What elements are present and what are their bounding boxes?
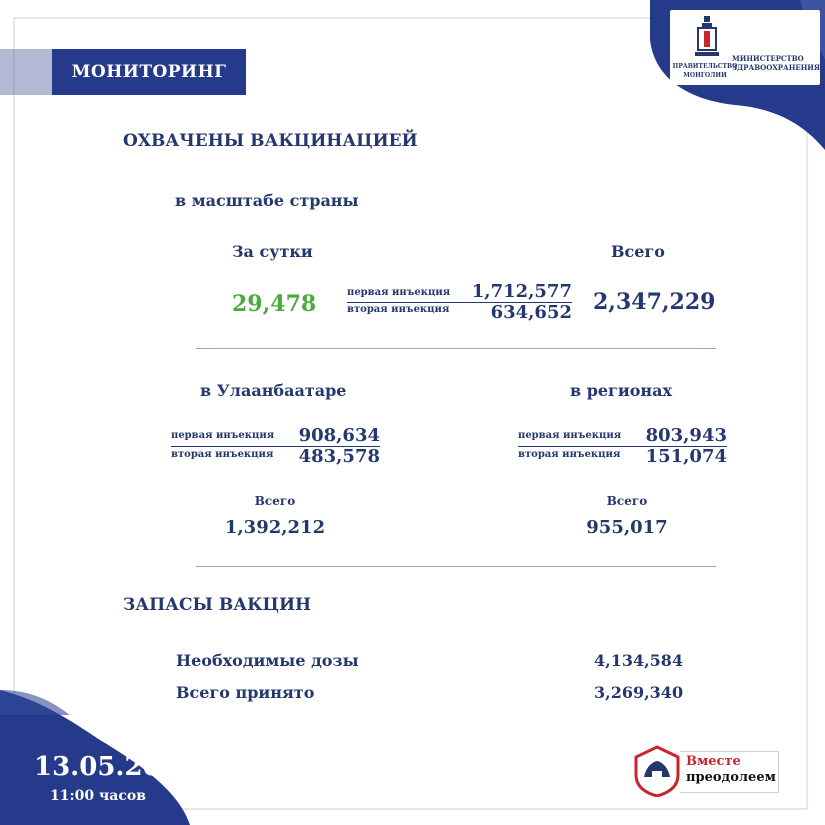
slogan-line2: преодолеем [686,770,776,785]
country-first-value: 1,712,577 [471,281,572,302]
section-divider-2 [196,566,716,567]
coverage-title: ОХВАЧЕНЫ ВАКЦИНАЦИЕЙ [123,131,418,151]
regions-second-value: 151,074 [645,446,727,467]
ub-second-label: вторая инъекция [171,449,274,460]
emblem-icon [692,14,722,62]
ministry-line2: ЗДРАВООХРАНЕНИЯ [732,63,821,72]
regions-second-label: вторая инъекция [518,449,621,460]
stock-row-value: 3,269,340 [594,683,684,702]
country-total-value: 2,347,229 [593,289,716,315]
country-first-label: первая инъекция [347,287,451,298]
report-time: 11:00 часов [50,788,146,804]
ub-total-value: 1,392,212 [224,517,326,538]
section-divider-1 [196,348,716,349]
stock-title: ЗАПАСЫ ВАКЦИН [123,595,312,615]
ub-total-label: Всего [254,494,296,508]
ub-second-value: 483,578 [298,446,380,467]
stock-row-value: 4,134,584 [594,651,684,670]
banner-strip [0,49,52,95]
slogan-line1: Вместе [686,754,741,769]
ub-first-value: 908,634 [298,425,380,446]
country-second-value: 634,652 [490,302,572,323]
government-caption: ПРАВИТЕЛЬСТВО МОНГОЛИИ [672,63,738,79]
report-date: 13.05.2021 [34,752,197,782]
country-subtitle: в масштабе страны [175,191,359,210]
logo-block [670,10,820,85]
ub-first-label: первая инъекция [171,430,275,441]
page-title-banner: МОНИТОРИНГ [52,49,246,95]
country-second-label: вторая инъекция [347,304,450,315]
stock-row-label: Всего принято [176,683,315,702]
ub-title: в Улаанбаатаре [200,381,347,400]
shield-icon [632,745,682,797]
daily-label: За сутки [232,242,313,261]
regions-first-value: 803,943 [645,425,727,446]
regions-total-value: 955,017 [586,517,668,538]
daily-value: 29,478 [232,291,317,317]
regions-total-label: Всего [606,494,648,508]
regions-title: в регионах [570,381,673,400]
ministry-line1: МИНИСТЕРСТВО [732,54,804,63]
regions-first-label: первая инъекция [518,430,622,441]
country-total-label: Всего [611,242,665,261]
slogan-logo [632,745,780,797]
stock-row-label: Необходимые дозы [176,651,359,670]
